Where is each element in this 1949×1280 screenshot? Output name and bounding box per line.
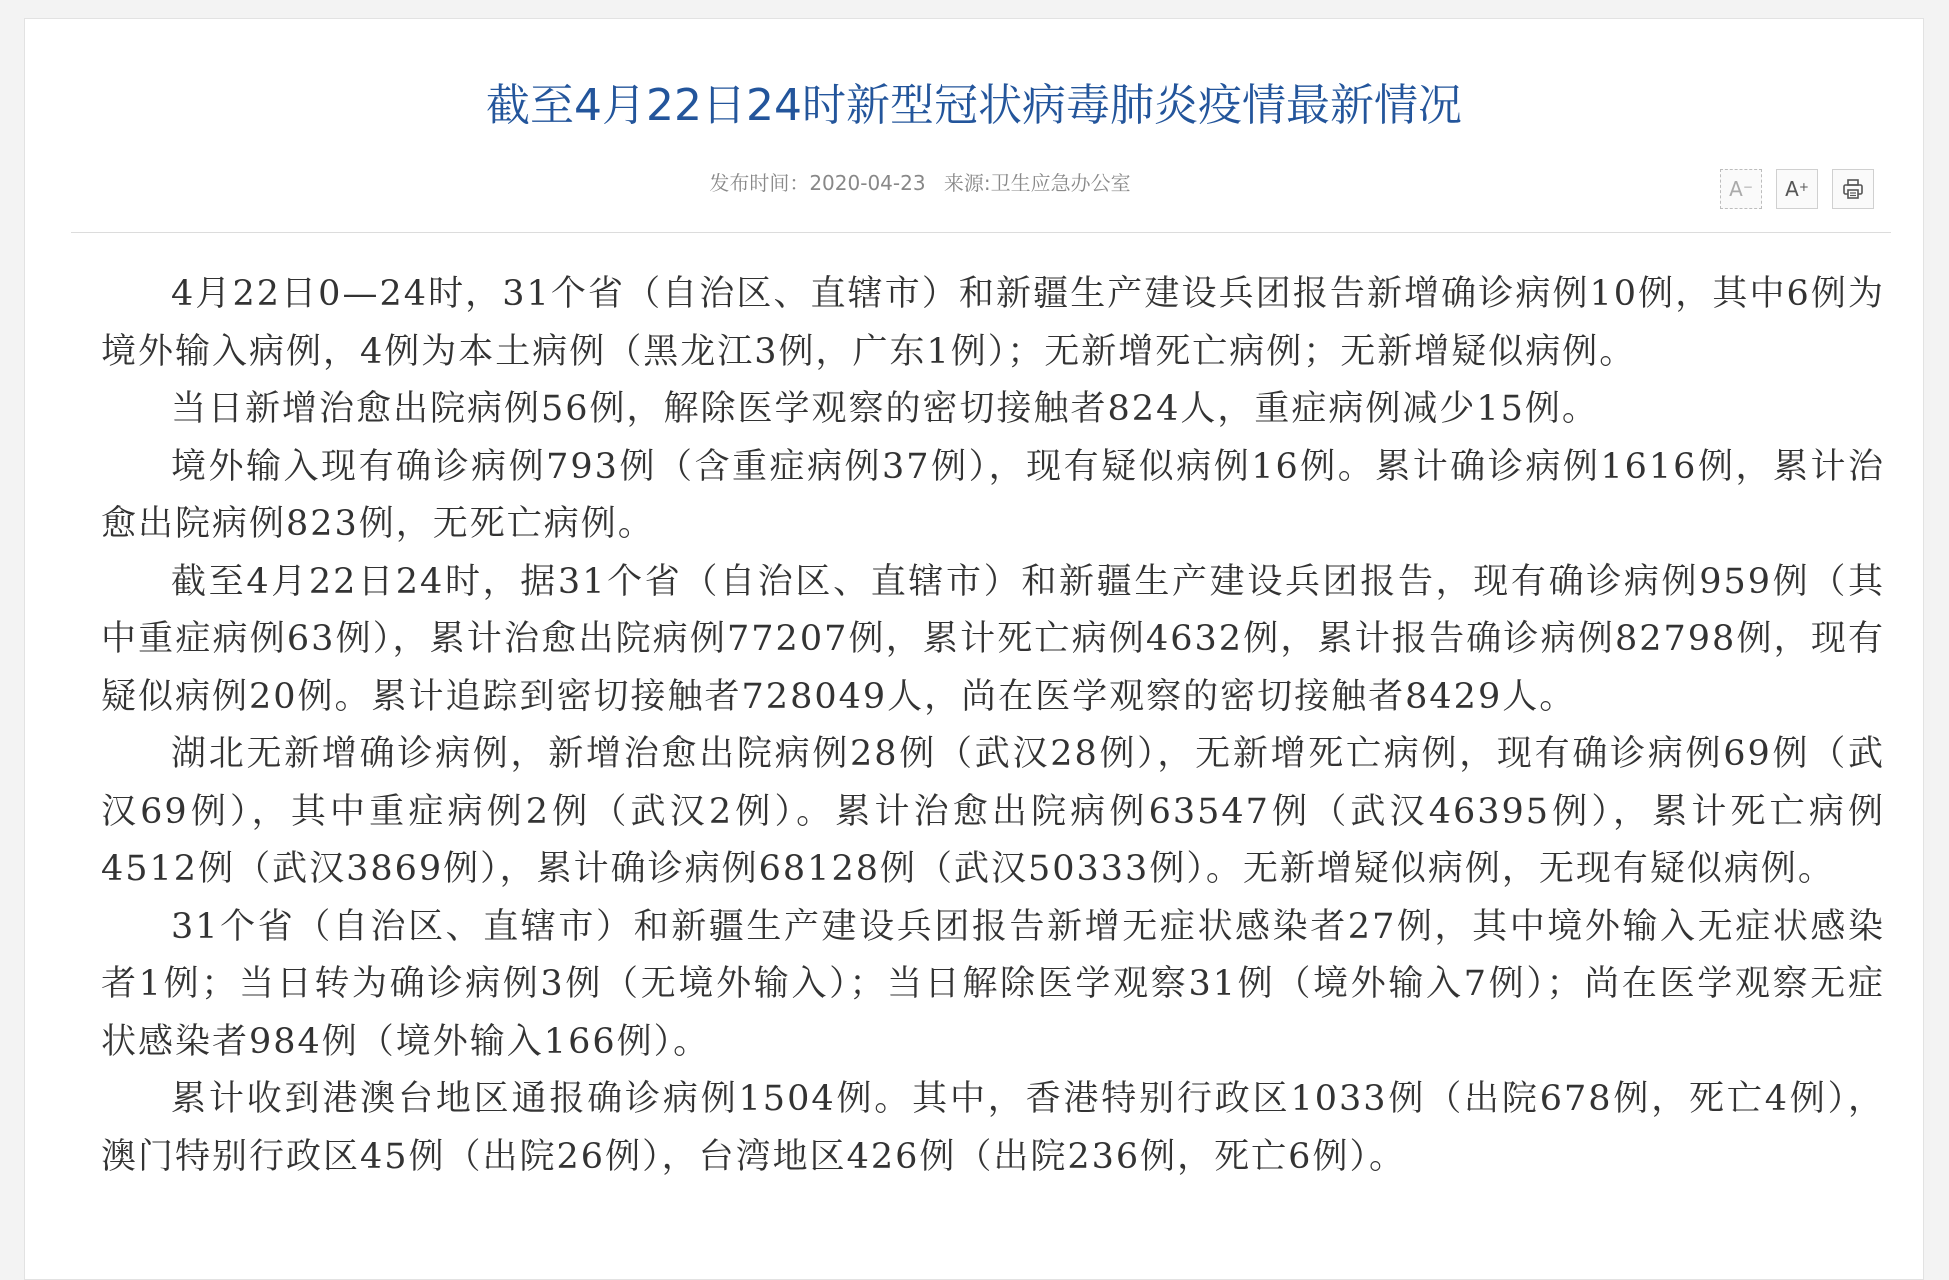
header-divider <box>71 232 1891 233</box>
print-button[interactable] <box>1832 169 1874 209</box>
font-decrease-button[interactable]: A − <box>1720 169 1762 209</box>
paragraph: 湖北无新增确诊病例，新增治愈出院病例28例（武汉28例），无新增死亡病例，现有确诊病例69例（武汉69例），其中重症病例2例（武汉2例）。累计治愈出院病例63547例（武汉46395例），累计死亡病例4512例（武汉3869例），累计确诊病例68128例（武汉50333例）。无新增疑似病例，无现有疑似病例。 <box>101 734 1885 889</box>
paragraph: 境外输入现有确诊病例793例（含重症病例37例），现有疑似病例16例。累计确诊病例1616例，累计治愈出院病例823例，无死亡病例。 <box>101 446 1885 544</box>
font-increase-button[interactable]: A + <box>1776 169 1818 209</box>
article-meta <box>25 167 1815 196</box>
paragraph: 当日新增治愈出院病例56例，解除医学观察的密切接触者824人，重症病例减少15例。 <box>171 389 1599 429</box>
article-page <box>24 18 1924 1280</box>
source-info <box>944 171 1131 195</box>
publish-date: 2020-04-23 <box>809 171 926 195</box>
font-increase-label: A <box>1785 177 1799 201</box>
font-decrease-label: A <box>1729 177 1743 201</box>
source-label: 来源: <box>943 171 991 195</box>
article-toolbar <box>1720 169 1874 209</box>
paragraph: 4月22日0—24时，31个省（自治区、直辖市）和新疆生产建设兵团报告新增确诊病例10例，其中6例为境外输入病例，4例为本土病例（黑龙江3例，广东1例）；无新增死亡病例；无新增疑似病例。 <box>101 274 1885 372</box>
printer-icon <box>1842 178 1864 200</box>
publish-label: 发布时间： <box>709 171 810 195</box>
paragraph: 累计收到港澳台地区通报确诊病例1504例。其中，香港特别行政区1033例（出院678例，死亡4例），澳门特别行政区45例（出院26例），台湾地区426例（出院236例，死亡6例）。 <box>101 1079 1885 1177</box>
paragraph: 31个省（自治区、直辖市）和新疆生产建设兵团报告新增无症状感染者27例，其中境外输入无症状感染者1例；当日转为确诊病例3例（无境外输入）；当日解除医学观察31例（境外输入7例）；尚在医学观察无症状感染者984例（境外输入166例）。 <box>101 906 1885 1062</box>
source-name: 卫生应急办公室 <box>990 171 1131 195</box>
page-title: 截至4月22日24时新型冠状病毒肺炎疫情最新情况 <box>486 80 1462 131</box>
article-body <box>101 266 1885 1186</box>
publish-info <box>709 171 925 195</box>
paragraph: 截至4月22日24时，据31个省（自治区、直辖市）和新疆生产建设兵团报告，现有确诊病例959例（其中重症病例63例），累计治愈出院病例77207例，累计死亡病例4632例，累计报告确诊病例82798例，现有疑似病例20例。累计追踪到密切接触者728049人，尚在医学观察的密切接触者8429人。 <box>101 561 1885 717</box>
